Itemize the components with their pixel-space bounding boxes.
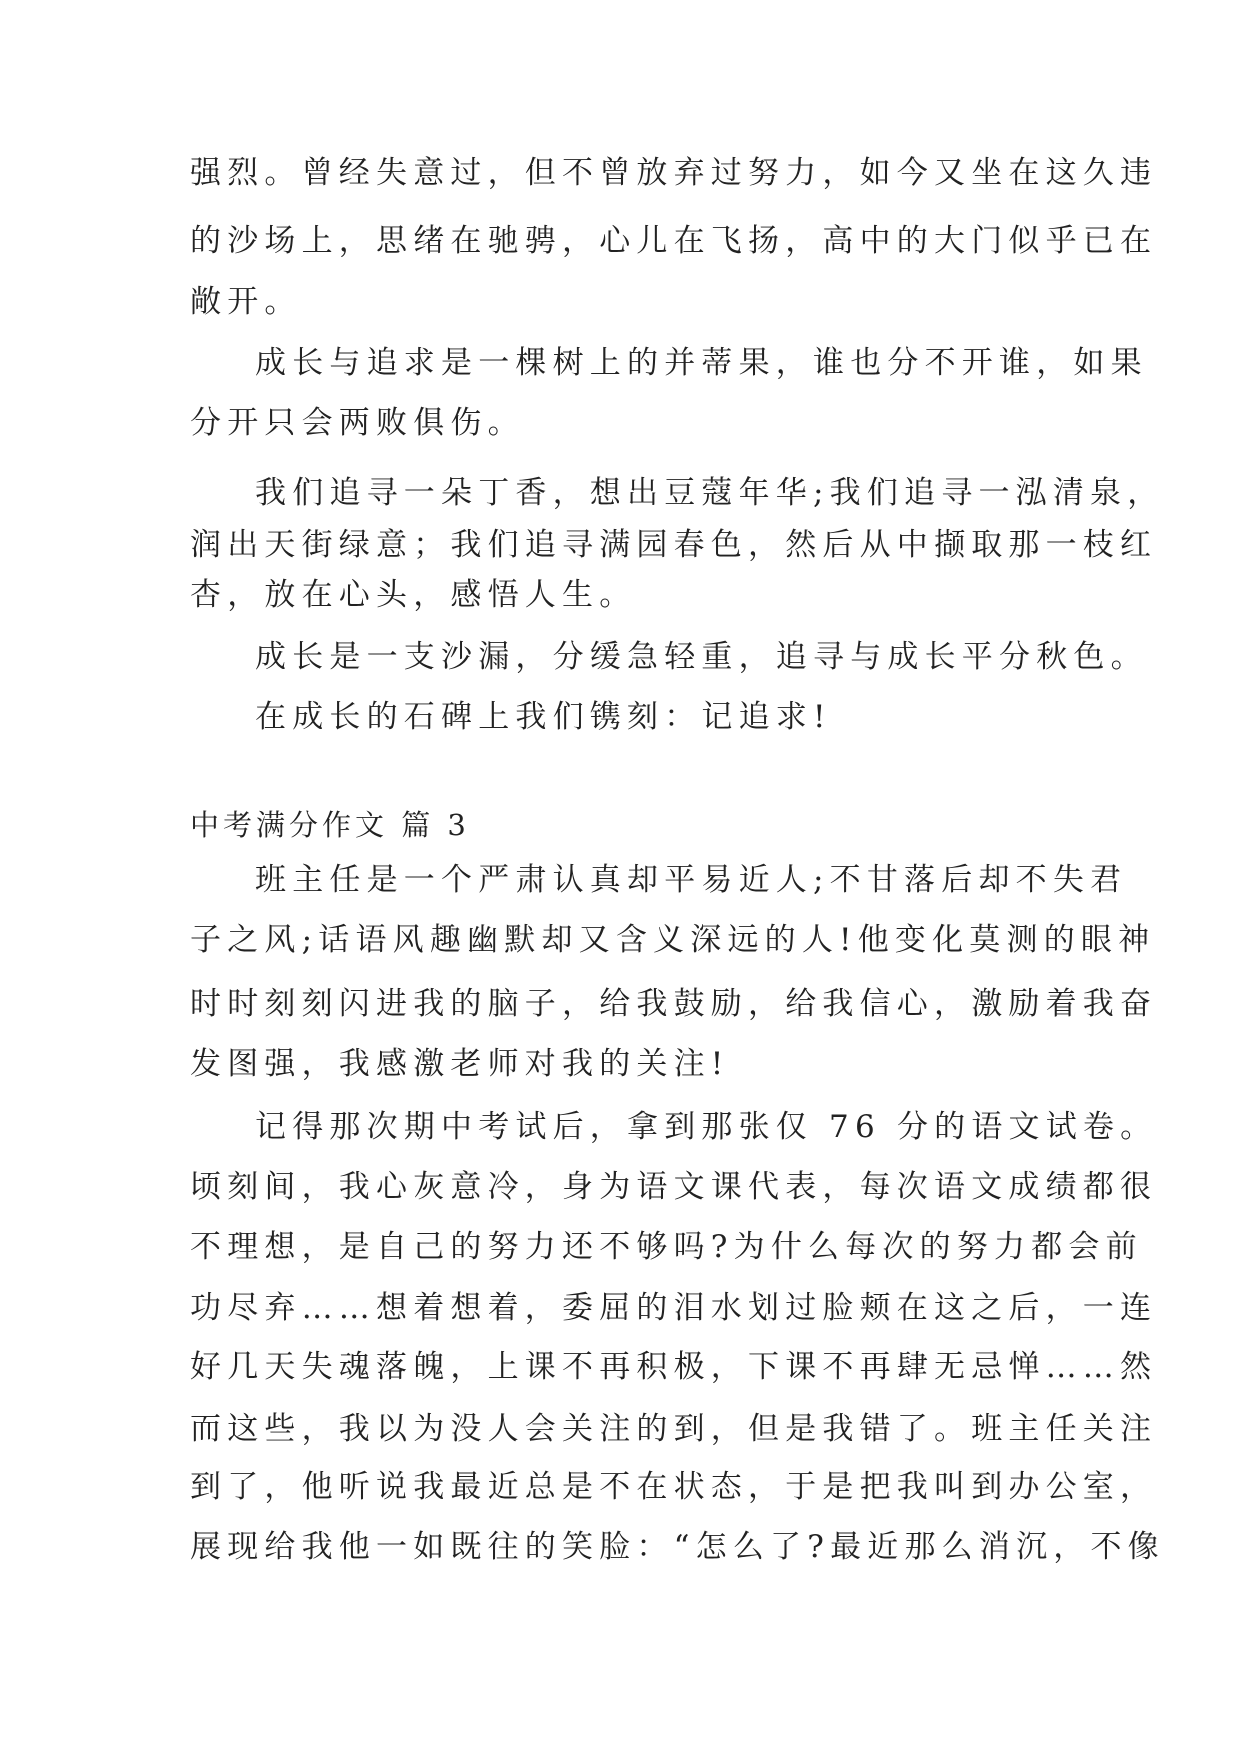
- text-line: 强烈。曾经失意过，但不曾放弃过努力，如今又坐在这久违: [190, 155, 1158, 191]
- text-line: 敞开。: [190, 284, 302, 320]
- text-line: 的沙场上，思绪在驰骋，心儿在飞扬，高中的大门似乎已在: [190, 223, 1158, 259]
- paragraph-first-line: 成长与追求是一棵树上的并蒂果，谁也分不开谁，如果: [255, 345, 1148, 381]
- text-line: 发图强，我感激老师对我的关注!: [190, 1046, 730, 1082]
- paragraph-first-line: 成长是一支沙漏，分缓急轻重，追寻与成长平分秋色。: [255, 639, 1148, 675]
- text-line: 子之风;话语风趣幽默却又含义深远的人!他变化莫测的眼神: [190, 922, 1156, 958]
- text-line: 分开只会两败俱伤。: [190, 405, 525, 441]
- text-line: 到了，他听说我最近总是不在状态，于是把我叫到办公室，: [190, 1469, 1158, 1505]
- text-line: 润出天街绿意；我们追寻满园春色，然后从中撷取那一枝红: [190, 527, 1158, 563]
- text-line: 而这些，我以为没人会关注的到，但是我错了。班主任关注: [190, 1411, 1158, 1447]
- text-line: 好几天失魂落魄，上课不再积极，下课不再肆无忌惮……然: [190, 1349, 1158, 1385]
- paragraph-first-line: 记得那次期中考试后，拿到那张仅 76 分的语文试卷。: [255, 1109, 1158, 1145]
- paragraph-first-line: 我们追寻一朵丁香，想出豆蔻年华;我们追寻一泓清泉，: [255, 475, 1165, 511]
- text-line: 顷刻间，我心灰意冷，身为语文课代表，每次语文成绩都很: [190, 1169, 1158, 1205]
- text-line: 杏，放在心头，感悟人生。: [190, 577, 637, 613]
- text-line: 不理想，是自己的努力还不够吗?为什么每次的努力都会前: [190, 1229, 1143, 1265]
- text-line: 功尽弃……想着想着，委屈的泪水划过脸颊在这之后，一连: [190, 1290, 1158, 1326]
- paragraph-first-line: 在成长的石碑上我们镌刻：记追求!: [255, 699, 832, 735]
- section-title: 中考满分作文 篇 3: [190, 808, 470, 842]
- text-line: 时时刻刻闪进我的脑子，给我鼓励，给我信心，激励着我奋: [190, 986, 1158, 1022]
- text-line: 展现给我他一如既往的笑脸：“怎么了?最近那么消沉，不像: [190, 1529, 1165, 1565]
- paragraph-first-line: 班主任是一个严肃认真却平易近人;不甘落后却不失君: [255, 862, 1128, 898]
